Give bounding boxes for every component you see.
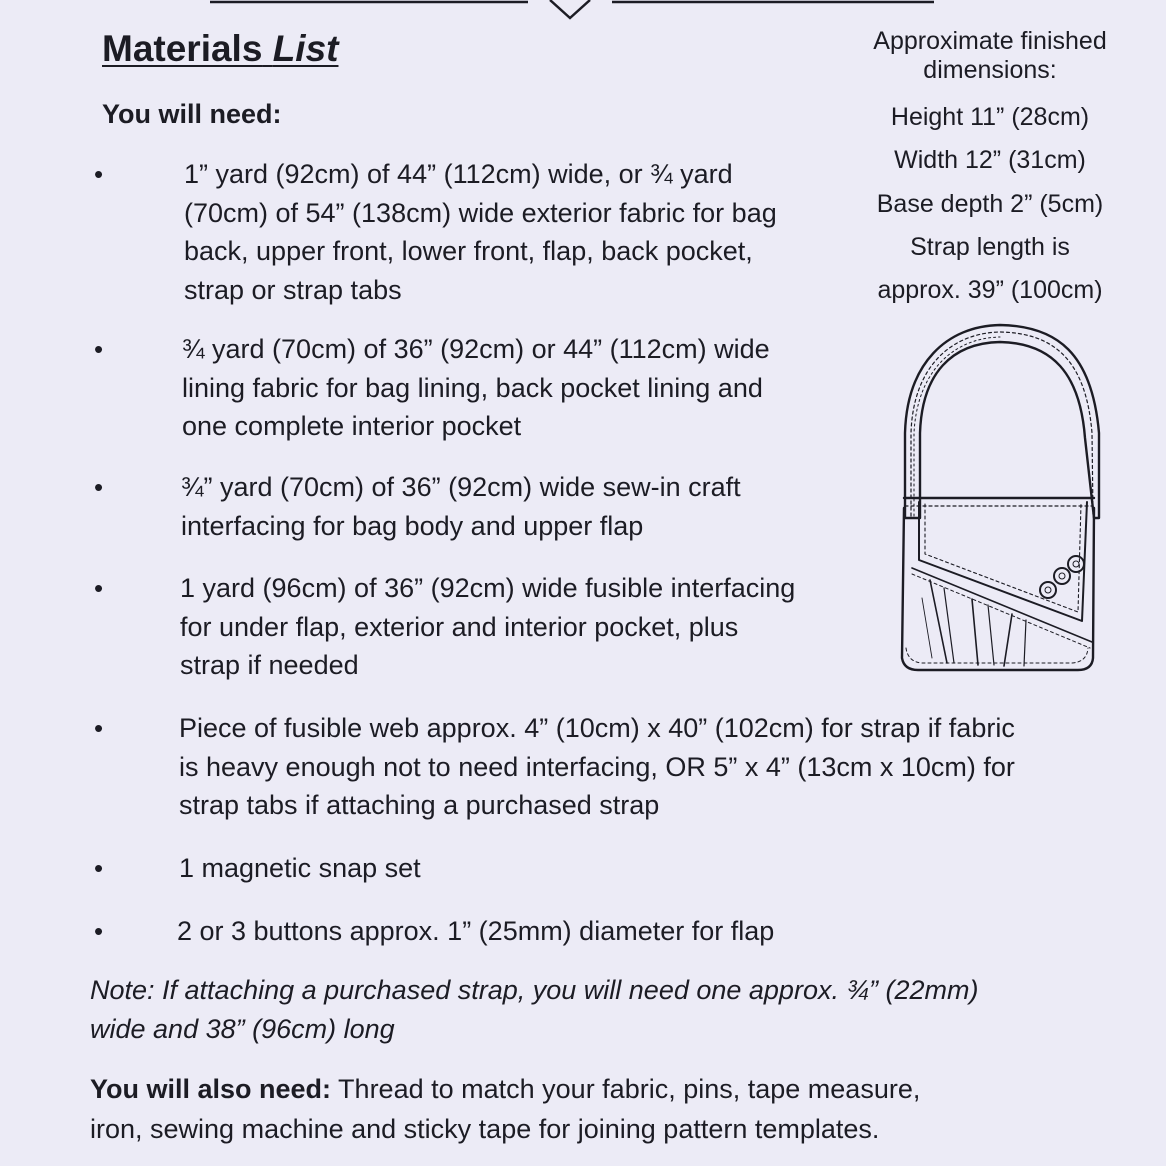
material-item-line: one complete interior pocket (182, 411, 522, 441)
material-item-line: 1 yard (96cm) of 36” (92cm) wide fusible interfacing (180, 573, 796, 603)
material-item-line: strap tabs if attaching a purchased strap (179, 790, 660, 820)
material-item-5 (179, 709, 1015, 825)
bullet-marker: • (94, 472, 104, 502)
material-item-line: Piece of fusible web approx. 4” (10cm) x 40” (102cm) for strap if fabric (179, 713, 1015, 743)
dimensions-heading-line: Approximate finished (873, 27, 1107, 55)
material-item-line: 1 magnetic snap set (179, 853, 421, 883)
note-line: wide and 38” (96cm) long (90, 1014, 395, 1044)
material-item-line: for under flap, exterior and interior pocket, plus (180, 611, 739, 642)
material-item-4 (180, 569, 795, 685)
material-item-line: back, upper front, lower front, flap, back pocket, (184, 236, 753, 266)
dimension-base-depth: Base depth 2” (5cm) (876, 190, 1104, 218)
header-ornament (0, 0, 1166, 24)
material-item-line: lining fabric for bag lining, back pocket lining and (182, 372, 763, 403)
dimension-height: Height 11” (28cm) (890, 103, 1090, 131)
material-item-1 (184, 155, 777, 309)
bullet-marker: • (94, 573, 104, 603)
material-item-line: strap or strap tabs (184, 274, 402, 305)
title-main: Materials (102, 28, 263, 69)
bag-illustration (892, 318, 1104, 680)
also-need-text: Thread to match your fabric, pins, tape measure, (331, 1074, 921, 1104)
also-need-label: You will also need: (90, 1074, 332, 1104)
material-item-line: 2 or 3 buttons approx. 1” (25mm) diameter for flap (177, 916, 775, 946)
bullet-marker: • (94, 334, 104, 364)
material-item-line: strap if needed (180, 650, 359, 680)
dimension-strap-label: Strap length is (910, 233, 1070, 261)
material-item-7 (177, 912, 774, 951)
bullet-marker: • (94, 159, 104, 189)
dimension-width: Width 12” (31cm) (894, 146, 1086, 174)
also-need-text: iron, sewing machine and sticky tape for joining pattern templates. (90, 1114, 880, 1144)
material-item-6 (179, 849, 421, 888)
material-item-line: ¾ yard (70cm) of 36” (92cm) or 44” (112cm) wide (182, 334, 770, 364)
material-item-line: (70cm) of 54” (138cm) wide exterior fabric for bag (184, 197, 777, 228)
material-item-line: is heavy enough not to need interfacing, OR 5” x 4” (13cm x 10cm) for (179, 751, 1015, 782)
also-need-paragraph (90, 1069, 920, 1149)
material-item-2 (182, 330, 770, 446)
material-item-3 (181, 468, 741, 545)
material-item-line: 1” yard (92cm) of 44” (112cm) wide, or ¾ yard (184, 159, 733, 189)
purchased-strap-note (90, 971, 978, 1049)
intro-heading: You will need: (102, 99, 282, 129)
title-emphasis: List (272, 28, 339, 69)
bullet-marker: • (94, 916, 104, 946)
bullet-marker: • (94, 713, 104, 743)
material-item-line: interfacing for bag body and upper flap (181, 510, 644, 541)
dimensions-heading-line: dimensions: (923, 56, 1057, 84)
material-item-line: ¾” yard (70cm) of 36” (92cm) wide sew-in craft (181, 472, 741, 502)
note-line: Note: If attaching a purchased strap, you will need one approx. ¾” (22mm) (90, 975, 979, 1005)
dimension-strap-length: approx. 39” (100cm) (877, 276, 1103, 304)
dimensions-heading (860, 27, 1120, 85)
page-title (102, 26, 338, 72)
bullet-marker: • (94, 853, 104, 883)
